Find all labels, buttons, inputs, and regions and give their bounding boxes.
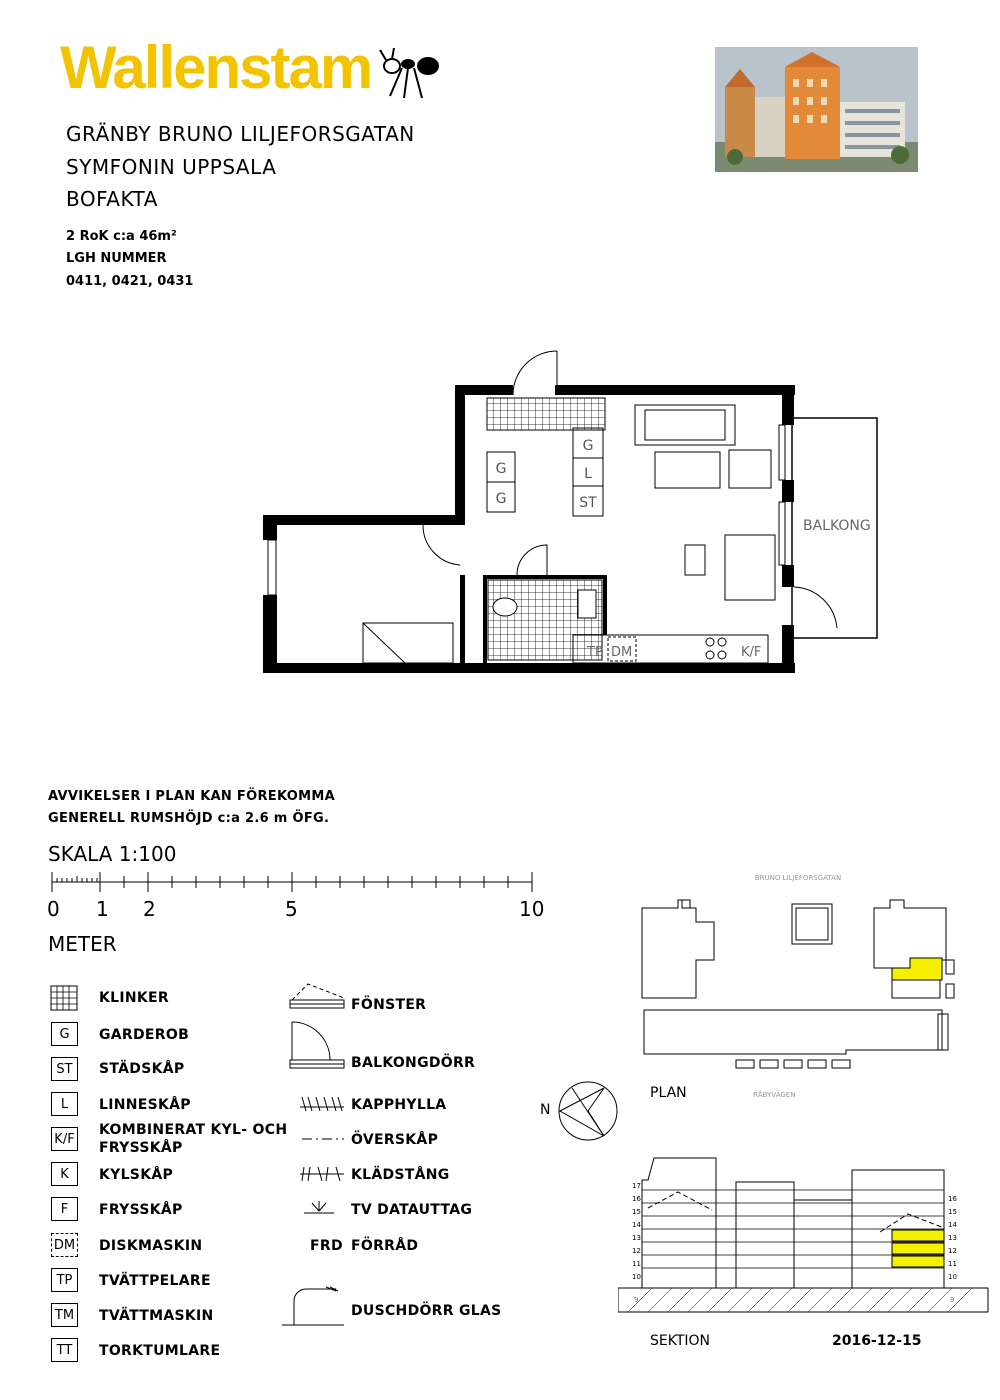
clothes-rail-icon [298, 1165, 346, 1183]
scale-title: SKALA 1:100 [48, 842, 177, 866]
tv-outlet-icon [302, 1199, 336, 1217]
scale-bar [44, 868, 544, 896]
legend-code-st: ST [51, 1057, 78, 1081]
document-date: 2016-12-15 [832, 1333, 922, 1349]
legend-label-fonster: FÖNSTER [351, 997, 427, 1013]
legend-label-diskmaskin: DISKMASKIN [99, 1238, 203, 1254]
svg-text:13: 13 [948, 1234, 957, 1242]
scale-unit: METER [48, 932, 117, 956]
legend-label-kylskap: KYLSKÅP [99, 1167, 174, 1183]
apartment-number-label: LGH NUMMER [66, 251, 167, 266]
plan-label-st: ST [579, 495, 597, 511]
plan-label-balkong: BALKONG [803, 518, 871, 534]
north-arrow-icon [556, 1080, 620, 1142]
plan-label-kf: K/F [741, 645, 762, 660]
balcony-door-icon [288, 1018, 346, 1070]
legend-label-tvattmaskin: TVÄTTMASKIN [99, 1308, 214, 1324]
title-line-3: BOFAKTA [66, 187, 158, 211]
legend-label-forrad: FÖRRÅD [351, 1238, 419, 1254]
svg-text:13: 13 [632, 1234, 641, 1242]
svg-text:9: 9 [950, 1296, 955, 1304]
legend-code-tt: TT [51, 1338, 78, 1362]
building-rendering-image [715, 47, 918, 172]
legend-label-overskap: ÖVERSKÅP [351, 1132, 439, 1148]
legend-code-frd: FRD [310, 1238, 343, 1254]
legend-code-l: L [51, 1092, 78, 1116]
legend-label-kladstang: KLÄDSTÅNG [351, 1167, 450, 1183]
plan-label-dm: DM [611, 645, 633, 660]
plan-label: PLAN [650, 1085, 687, 1101]
deviation-note: AVVIKELSER I PLAN KAN FÖREKOMMA [48, 789, 335, 804]
apartment-type: 2 RoK c:a 46m² [66, 229, 177, 244]
legend-code-f: F [51, 1197, 78, 1221]
hat-shelf-icon [298, 1095, 346, 1113]
legend-label-klinker: KLINKER [99, 990, 169, 1006]
svg-text:12: 12 [948, 1247, 957, 1255]
svg-text:15: 15 [948, 1208, 957, 1216]
scale-tick-2: 2 [143, 897, 156, 921]
legend-code-g: G [51, 1022, 78, 1046]
svg-text:10: 10 [632, 1273, 641, 1281]
plan-label-g3: G [582, 438, 594, 454]
scale-tick-1: 1 [96, 897, 109, 921]
legend-label-frysskap: FRYSSKÅP [99, 1202, 183, 1218]
legend-code-dm: DM [51, 1233, 78, 1257]
svg-text:14: 14 [948, 1221, 957, 1229]
svg-text:11: 11 [948, 1260, 957, 1268]
svg-text:17: 17 [632, 1182, 641, 1190]
street-bottom-label: RÅBYVÄGEN [753, 1091, 796, 1099]
svg-text:16: 16 [632, 1195, 641, 1203]
scale-tick-10: 10 [519, 897, 545, 921]
floor-plan [255, 340, 895, 685]
legend-label-balkongdorr: BALKONGDÖRR [351, 1055, 476, 1071]
legend-label-kyl-frys: KOMBINERAT KYL- OCH FRYSSKÅP [99, 1122, 288, 1156]
legend-label-tv-datauttag: TV DATAUTTAG [351, 1202, 473, 1218]
legend-code-tm: TM [51, 1303, 78, 1327]
legend-code-tp: TP [51, 1268, 78, 1292]
plan-label-l: L [584, 466, 592, 482]
legend-label-garderob: GARDEROB [99, 1027, 190, 1043]
shower-door-icon [280, 1285, 346, 1329]
legend-label-duschdorr: DUSCHDÖRR GLAS [351, 1303, 502, 1319]
svg-text:16: 16 [948, 1195, 957, 1203]
svg-text:15: 15 [632, 1208, 641, 1216]
section-drawing [618, 1158, 988, 1312]
legend-label-torktumlare: TORKTUMLARE [99, 1343, 221, 1359]
legend-label-stadskap: STÄDSKÅP [99, 1061, 185, 1077]
legend-code-kf: K/F [51, 1127, 78, 1151]
window-icon [288, 980, 346, 1012]
north-label: N [540, 1102, 551, 1118]
svg-text:11: 11 [632, 1260, 641, 1268]
legend-label-tvattpelare: TVÄTTPELARE [99, 1273, 211, 1289]
svg-text:14: 14 [632, 1221, 641, 1229]
ant-logo-icon [378, 46, 444, 102]
room-height-note: GENERELL RUMSHÖJD c:a 2.6 m ÖFG. [48, 811, 330, 826]
site-plan [618, 870, 998, 1330]
legend-code-k: K [51, 1162, 78, 1186]
legend-label-linneskap: LINNESKÅP [99, 1097, 191, 1113]
tile-pattern-icon [50, 985, 78, 1011]
scale-tick-0: 0 [47, 897, 60, 921]
svg-text:10: 10 [948, 1273, 957, 1281]
scale-tick-5: 5 [285, 897, 298, 921]
plan-label-tp: TP [587, 645, 603, 660]
svg-text:12: 12 [632, 1247, 641, 1255]
title-line-1: GRÄNBY BRUNO LILJEFORSGATAN [66, 122, 415, 146]
section-label: SEKTION [650, 1333, 710, 1349]
legend-label-kapphylla: KAPPHYLLA [351, 1097, 447, 1113]
wallenstam-logo: Wallenstam [60, 34, 372, 101]
apartment-numbers: 0411, 0421, 0431 [66, 274, 194, 289]
plan-label-g2: G [495, 491, 507, 507]
upper-cabinet-icon [300, 1132, 346, 1146]
plan-label-g1: G [495, 461, 507, 477]
street-top-label: BRUNO LILJEFORSGATAN [754, 874, 842, 882]
title-line-2: SYMFONIN UPPSALA [66, 155, 277, 179]
svg-text:9: 9 [634, 1296, 639, 1304]
